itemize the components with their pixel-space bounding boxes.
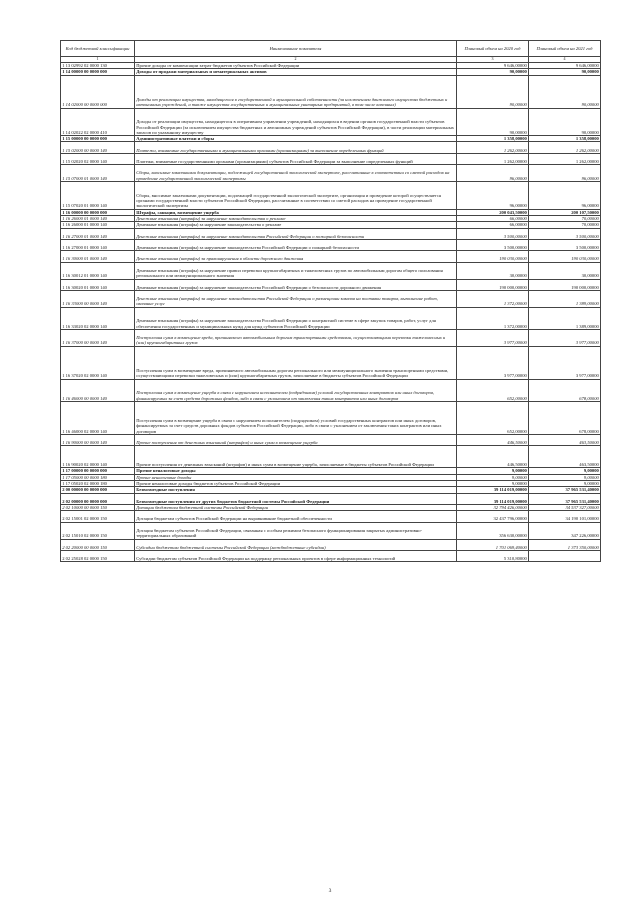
row-code: 1 17 05020 02 0000 180 — [61, 481, 135, 487]
row-name: Прочие поступления от денежных взысканий (штрафов) и иных сумм в возмещение ущерба — [135, 434, 457, 445]
row-code: 2 02 10000 00 0000 150 — [61, 505, 135, 511]
row-volume-2021: 190 000,00000 — [529, 279, 601, 290]
row-volume-2021: 678,00000 — [529, 401, 601, 434]
row-name: Платежи, взимаемые государственными органами (организациями) субъектов Российской Федерации за выполнение определенных функций — [135, 153, 457, 164]
row-volume-2020: 652,00000 — [457, 379, 529, 401]
row-volume-2021: 1 262,00000 — [529, 142, 601, 153]
row-name: Денежные взыскания (штрафы) за правонарушения в области дорожного движения — [135, 251, 457, 262]
table-row — [61, 434, 601, 445]
row-volume-2021: 34 537 327,00000 — [529, 505, 601, 511]
row-name: Платежи, взимаемые государственными и муниципальными органами (организациями) за выполнение определенных функций — [135, 142, 457, 153]
row-code: 1 16 30000 01 0000 140 — [61, 251, 135, 262]
row-name: Денежные взыскания (штрафы) за нарушение законодательства Российской Федерации о безопасности дорожного движения — [135, 279, 457, 290]
row-volume-2021: 1 389,00000 — [529, 307, 601, 329]
row-volume-2020: 3 977,00000 — [457, 329, 529, 346]
row-volume-2020: 1 701 069,40000 — [457, 539, 529, 550]
table-row — [61, 329, 601, 346]
row-volume-2021: 3 500,00000 — [529, 228, 601, 239]
row-name: Сборы, вносимые заказчиками документации, подлежащей государственной экологической экспертизе, рассчитанные в соответствии со сметой расходов на проведение государственной экологической экспертизы — [135, 165, 457, 182]
row-volume-2020: 90,00000 — [457, 108, 529, 136]
row-name: Дотации бюджетам субъектов Российской Федерации на выравнивание бюджетной обеспеченности — [135, 511, 457, 522]
table-row — [61, 228, 601, 239]
row-volume-2020: 90,00000 — [457, 75, 529, 108]
row-code: 2 00 00000 00 0000 000 — [61, 487, 135, 493]
row-volume-2021: 37 965 531,40000 — [529, 487, 601, 493]
row-code: 1 16 26000 01 0000 140 — [61, 215, 135, 221]
row-volume-2020: 200 043,50000 — [457, 209, 529, 215]
row-code: 2 02 15010 02 0000 150 — [61, 522, 135, 539]
row-name: Денежные взыскания (штрафы) за нарушение правил перевозки крупногабаритных и тяжеловесных грузов по автомобильным дорогам общего пользования регионального или межмуниципального значения — [135, 262, 457, 279]
row-volume-2021: 1 373 350,00000 — [529, 539, 601, 550]
table-row — [61, 307, 601, 329]
row-name: Доходы от реализации имущества, находящегося в государственной и муниципальной собственности (за исключением движимого имущества бюджетных и автономных учреждений, а также имущества государственных и муниципальных унитарных предприятий, в том числе казенных) — [135, 75, 457, 108]
table-row — [61, 511, 601, 522]
row-code: 1 16 37020 02 0000 140 — [61, 346, 135, 379]
row-code: 1 16 26000 01 0000 140 — [61, 222, 135, 228]
row-code: 1 14 02000 00 0000 000 — [61, 75, 135, 108]
row-volume-2020: 66,00000 — [457, 215, 529, 221]
row-volume-2020: 9 646,00000 — [457, 63, 529, 69]
row-name: Прочие неналоговые доходы бюджетов субъектов Российской Федерации — [135, 481, 457, 487]
row-code: 1 16 27000 01 0000 140 — [61, 239, 135, 250]
table-row — [61, 522, 601, 539]
row-volume-2020: 1 358,00000 — [457, 136, 529, 142]
row-volume-2021: 678,00000 — [529, 379, 601, 401]
column-number: 3 — [457, 57, 529, 63]
row-volume-2021: 1 358,00000 — [529, 136, 601, 142]
row-name: Прочие неналоговые доходы — [135, 468, 457, 474]
table-row — [61, 142, 601, 153]
row-name: Штрафы, санкции, возмещение ущерба — [135, 209, 457, 215]
row-code: 1 16 37000 00 0000 140 — [61, 329, 135, 346]
row-volume-2021: 9,00000 — [529, 468, 601, 474]
row-name: Дотация бюджетам субъектов Российской Федерации, связанная с особым режимом безопасного функционирования закрытых административно-территориальных образований — [135, 522, 457, 539]
row-volume-2021: 3 500,00000 — [529, 239, 601, 250]
row-name: Денежные взыскания (штрафы) за нарушение законодательства о рекламе — [135, 222, 457, 228]
row-volume-2020: 1 262,00000 — [457, 142, 529, 153]
row-volume-2021: 9,00000 — [529, 474, 601, 480]
row-volume-2020: 356 630,00000 — [457, 522, 529, 539]
row-name: Безвозмездные поступления от других бюджетов бюджетной системы Российской Федерации — [135, 493, 457, 504]
row-volume-2020: 9,00000 — [457, 474, 529, 480]
row-volume-2021: 190 030,00000 — [529, 251, 601, 262]
row-name: Доходы от реализации имущества, находящегося в оперативном управлении учреждений, находящихся в ведении органов государственной власти субъектов Российской Федерации (за исключением имущества бюджетных и автономных учреждений субъектов Российской Федерации), в части реализации материальных запасов по указанному имуществу — [135, 108, 457, 136]
header-volume-2020: Плановый объем на 2020 год — [457, 41, 529, 57]
row-code: 1 15 02020 02 0000 140 — [61, 153, 135, 164]
row-volume-2021: 3 977,00000 — [529, 346, 601, 379]
row-volume-2020: 3 977,00000 — [457, 346, 529, 379]
column-number: 1 — [61, 57, 135, 63]
table-header — [61, 41, 601, 63]
table-row — [61, 239, 601, 250]
row-name: Денежные взыскания (штрафы) за нарушение законодательства Российской Федерации о контрактной системе в сфере закупок товаров, работ, услуг для обеспечения государственных и муниципальных нужд для нужд субъектов Российской Федерации — [135, 307, 457, 329]
table-row — [61, 165, 601, 182]
row-volume-2020: 1 262,00000 — [457, 153, 529, 164]
document-page — [60, 40, 600, 894]
row-volume-2021: 463,50000 — [529, 434, 601, 445]
row-volume-2021: 96,00000 — [529, 182, 601, 210]
row-volume-2021: 96,00000 — [529, 165, 601, 182]
row-code: 1 15 07020 01 0000 140 — [61, 182, 135, 210]
row-name: Субсидии бюджетам бюджетной системы Российской Федерации (межбюджетные субсидии) — [135, 539, 457, 550]
row-name: Денежные взыскания (штрафы) за нарушение законодательства Российской Федерации о пожарной безопасности — [135, 228, 457, 239]
row-name: Субсидии бюджетам субъектов Российской Федерации на поддержку региональных проектов в сфере информационных технологий — [135, 550, 457, 561]
row-volume-2020: 1 372,00000 — [457, 307, 529, 329]
table-row — [61, 75, 601, 108]
table-row — [61, 279, 601, 290]
row-volume-2021: 3 977,00000 — [529, 329, 601, 346]
row-name: Прочие доходы от компенсации затрат бюджетов субъектов Российской Федерации — [135, 63, 457, 69]
row-code: 1 17 05000 00 0000 180 — [61, 474, 135, 480]
row-volume-2021: 463,50000 — [529, 446, 601, 468]
row-code: 1 16 33020 02 0000 140 — [61, 307, 135, 329]
budget-revenue-table — [60, 40, 601, 562]
page-number: 3 — [328, 888, 332, 894]
row-code: 2 02 25028 02 0000 150 — [61, 550, 135, 561]
row-name: Поступления сумм в возмещение ущерба в связи с нарушением исполнителем (подрядчиком) условий государственных контрактов или иных договоров, финансируемых за счет средств дорожных фондов, либо в связи с уклонением от заключения таких контрактов или иных договоров — [135, 379, 457, 401]
row-name: Денежные взыскания (штрафы) за нарушение законодательства Российской Федерации о пожарной безопасности — [135, 239, 457, 250]
table-body — [61, 63, 601, 562]
row-name: Прочие неналоговые доходы — [135, 474, 457, 480]
row-volume-2020: 39 114 019,00000 — [457, 493, 529, 504]
row-name: Поступления сумм в возмещение вреда, причиняемого автомобильным дорогам транспортными средствами, осуществляющими перевозки тяжеловесных и (или) крупногабаритных грузов — [135, 329, 457, 346]
row-volume-2020: 90,00000 — [457, 69, 529, 75]
row-volume-2021 — [529, 550, 601, 561]
header-code: Код бюджетной классификации — [61, 41, 135, 57]
row-volume-2020: 1 372,00000 — [457, 290, 529, 307]
row-code: 1 16 27000 01 0000 140 — [61, 228, 135, 239]
row-code: 1 13 02992 02 0000 130 — [61, 63, 135, 69]
row-name: Поступления сумм в возмещение ущерба в связи с нарушением исполнителем (подрядчиком) условий государственных контрактов или иных договоров, финансируемых за счет средств дорожных фондов субъектов Российской Федерации, либо в связи с уклонением от заключения таких контрактов или иных договоров — [135, 401, 457, 434]
row-volume-2020: 190 030,00000 — [457, 251, 529, 262]
header-name: Наименование показателя — [135, 41, 457, 57]
row-volume-2021: 9,00000 — [529, 481, 601, 487]
table-row — [61, 182, 601, 210]
row-volume-2020: 446,50000 — [457, 446, 529, 468]
row-name: Дотации бюджетам бюджетной системы Российской Федерации — [135, 505, 457, 511]
row-name: Административные платежи и сборы — [135, 136, 457, 142]
row-code: 2 02 00000 00 0000 000 — [61, 493, 135, 504]
row-volume-2020: 652,00000 — [457, 401, 529, 434]
row-volume-2020: 3 500,00000 — [457, 239, 529, 250]
row-name: Поступления сумм в возмещение вреда, причиняемого автомобильным дорогам регионального или межмуниципального значения транспортными средствами, осуществляющими перевозки тяжеловесных и (или) крупногабаритных грузов, зачисляемые в бюджеты субъектов Российской Федерации — [135, 346, 457, 379]
header-row — [61, 41, 601, 57]
row-volume-2021: 9 646,00000 — [529, 63, 601, 69]
row-volume-2020: 39 114 019,00000 — [457, 487, 529, 493]
row-volume-2020: 32 437 796,00000 — [457, 511, 529, 522]
row-volume-2021: 34 190 101,00000 — [529, 511, 601, 522]
row-volume-2020: 9,00000 — [457, 468, 529, 474]
row-code: 1 15 07000 01 0000 140 — [61, 165, 135, 182]
row-code: 1 16 46000 00 0000 140 — [61, 379, 135, 401]
row-code: 1 14 02022 02 0000 410 — [61, 108, 135, 136]
row-name: Доходы от продажи материальных и нематериальных активов — [135, 69, 457, 75]
row-volume-2021: 347 226,00000 — [529, 522, 601, 539]
row-code: 1 15 00000 00 0000 000 — [61, 136, 135, 142]
row-name: Сборы, вносимые заказчиками документации, подлежащей государственной экологической экспертизе, организация и проведение которой осуществляется органами государственной власти субъектов Российской Федерации, рассчитанные в соответствии со сметой расходов на проведение государственной экологической экспертизы — [135, 182, 457, 210]
table-row — [61, 346, 601, 379]
header-volume-2021: Плановый объем на 2021 год — [529, 41, 601, 57]
table-row — [61, 446, 601, 468]
row-name: Денежные взыскания (штрафы) за нарушение законодательства о рекламе — [135, 215, 457, 221]
row-code: 1 15 02000 00 0000 140 — [61, 142, 135, 153]
row-volume-2020: 3 500,00000 — [457, 228, 529, 239]
table-row — [61, 108, 601, 136]
column-number: 2 — [135, 57, 457, 63]
table-row — [61, 153, 601, 164]
row-volume-2020: 5 310,80000 — [457, 550, 529, 561]
row-volume-2021: 37 965 531,40000 — [529, 493, 601, 504]
row-code: 1 16 90000 00 0000 140 — [61, 434, 135, 445]
row-volume-2020: 446,50000 — [457, 434, 529, 445]
row-volume-2021: 90,00000 — [529, 69, 601, 75]
row-volume-2020: 96,00000 — [457, 182, 529, 210]
row-code: 1 14 00000 00 0000 000 — [61, 69, 135, 75]
row-volume-2020: 190 000,00000 — [457, 279, 529, 290]
row-volume-2021: 1 389,00000 — [529, 290, 601, 307]
row-volume-2020: 32 794 426,00000 — [457, 505, 529, 511]
table-row — [61, 251, 601, 262]
table-row — [61, 290, 601, 307]
row-name: Прочие поступления от денежных взысканий (штрафов) и иных сумм в возмещение ущерба, зачисляемые в бюджеты субъектов Российской Федерации — [135, 446, 457, 468]
row-volume-2021: 90,00000 — [529, 108, 601, 136]
row-code: 1 16 90020 02 0000 140 — [61, 446, 135, 468]
row-volume-2020: 96,00000 — [457, 165, 529, 182]
row-name: Денежные взыскания (штрафы) за нарушение законодательства Российской Федерации о размещении заказов на поставки товаров, выполнение работ, оказание услуг — [135, 290, 457, 307]
row-volume-2020: 9,00000 — [457, 481, 529, 487]
row-volume-2021: 30,00000 — [529, 262, 601, 279]
row-volume-2020: 30,00000 — [457, 262, 529, 279]
row-volume-2021: 1 262,00000 — [529, 153, 601, 164]
row-code: 2 02 15001 02 0000 150 — [61, 511, 135, 522]
table-row — [61, 379, 601, 401]
row-code: 1 16 46000 02 0000 140 — [61, 401, 135, 434]
table-row — [61, 539, 601, 550]
row-code: 1 16 30020 01 0000 140 — [61, 279, 135, 290]
row-name: Безвозмездные поступления — [135, 487, 457, 493]
column-number: 4 — [529, 57, 601, 63]
row-volume-2021: 70,00000 — [529, 215, 601, 221]
table-row — [61, 550, 601, 561]
row-volume-2021: 70,00000 — [529, 222, 601, 228]
row-volume-2021: 200 107,50000 — [529, 209, 601, 215]
row-volume-2021: 90,00000 — [529, 75, 601, 108]
row-code: 1 16 30012 01 0000 140 — [61, 262, 135, 279]
table-row — [61, 262, 601, 279]
row-code: 1 16 00000 00 0000 000 — [61, 209, 135, 215]
row-volume-2020: 66,00000 — [457, 222, 529, 228]
table-row — [61, 493, 601, 504]
row-code: 1 16 33000 00 0000 140 — [61, 290, 135, 307]
row-code: 2 02 20000 00 0000 150 — [61, 539, 135, 550]
table-row — [61, 401, 601, 434]
row-code: 1 17 00000 00 0000 000 — [61, 468, 135, 474]
